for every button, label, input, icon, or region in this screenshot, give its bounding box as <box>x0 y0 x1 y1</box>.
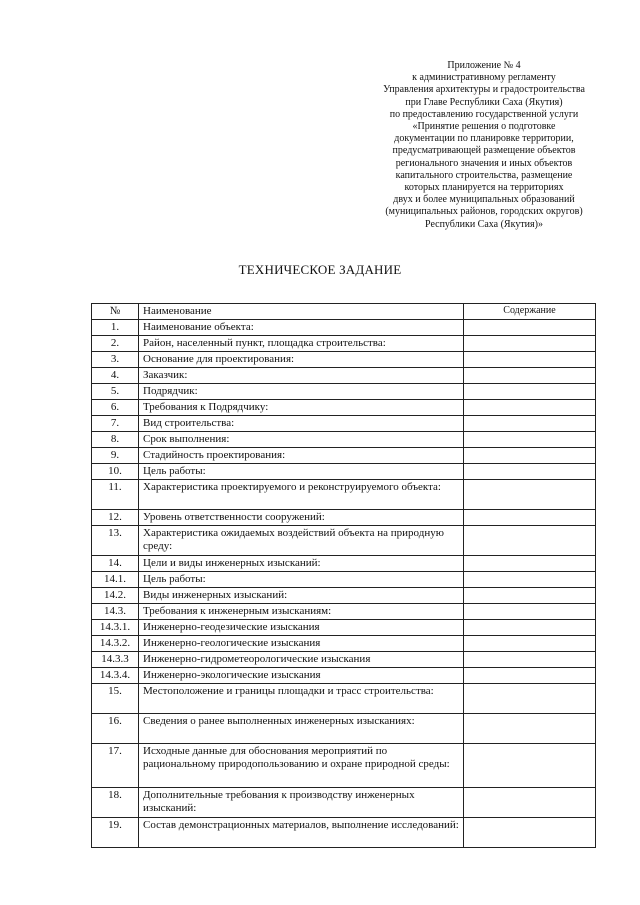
table-row <box>92 448 596 464</box>
row-number: 1. <box>92 320 139 336</box>
row-name: Виды инженерных изысканий: <box>139 588 464 604</box>
row-name: Основание для проектирования: <box>139 352 464 368</box>
table-row <box>92 684 596 714</box>
row-name: Инженерно-экологические изыскания <box>139 668 464 684</box>
table-row <box>92 556 596 572</box>
row-number: 12. <box>92 510 139 526</box>
table-row <box>92 604 596 620</box>
row-number: 2. <box>92 336 139 352</box>
row-name: Исходные данные для обоснования мероприятий по рациональному природопользованию и охране природной среды: <box>139 744 464 788</box>
row-name: Дополнительные требования к производству инженерных изысканий: <box>139 788 464 818</box>
appendix-line: капитального строительства, размещение <box>395 169 573 181</box>
row-content[interactable] <box>464 384 596 400</box>
row-number: 9. <box>92 448 139 464</box>
table-row <box>92 636 596 652</box>
table-row <box>92 788 596 818</box>
table-row <box>92 432 596 448</box>
row-name: Инженерно-геологические изыскания <box>139 636 464 652</box>
row-content[interactable] <box>464 788 596 818</box>
row-number: 14.3.1. <box>92 620 139 636</box>
table-row <box>92 588 596 604</box>
row-name: Характеристика ожидаемых воздействий объекта на природную среду: <box>139 526 464 556</box>
row-number: 17. <box>92 744 139 788</box>
row-content[interactable] <box>464 480 596 510</box>
table-header-row <box>92 304 596 320</box>
row-name: Срок выполнения: <box>139 432 464 448</box>
row-number: 11. <box>92 480 139 510</box>
table-row <box>92 818 596 848</box>
table-row <box>92 320 596 336</box>
row-number: 10. <box>92 464 139 480</box>
table-row <box>92 400 596 416</box>
row-content[interactable] <box>464 352 596 368</box>
row-name: Уровень ответственности сооружений: <box>139 510 464 526</box>
row-name: Инженерно-геодезические изыскания <box>139 620 464 636</box>
row-number: 6. <box>92 400 139 416</box>
appendix-line: при Главе Республики Саха (Якутия) <box>405 96 563 108</box>
row-content[interactable] <box>464 684 596 714</box>
row-number: 16. <box>92 714 139 744</box>
row-name: Район, населенный пункт, площадка строительства: <box>139 336 464 352</box>
row-name: Требования к инженерным изысканиям: <box>139 604 464 620</box>
row-content[interactable] <box>464 464 596 480</box>
appendix-line: Республики Саха (Якутия)» <box>425 218 543 230</box>
row-name: Наименование объекта: <box>139 320 464 336</box>
header-number: № <box>92 304 139 320</box>
row-content[interactable] <box>464 588 596 604</box>
row-number: 5. <box>92 384 139 400</box>
row-number: 14.3. <box>92 604 139 620</box>
table-row <box>92 352 596 368</box>
row-number: 14.3.2. <box>92 636 139 652</box>
table-row <box>92 652 596 668</box>
row-name: Характеристика проектируемого и реконструируемого объекта: <box>139 480 464 510</box>
appendix-line: «Принятие решения о подготовке <box>412 121 556 133</box>
table-row <box>92 464 596 480</box>
document-title: ТЕХНИЧЕСКОЕ ЗАДАНИЕ <box>238 262 402 277</box>
table-row <box>92 480 596 510</box>
appendix-line: документации по планировке территории, <box>394 133 574 145</box>
row-content[interactable] <box>464 368 596 384</box>
table-row <box>92 416 596 432</box>
row-number: 7. <box>92 416 139 432</box>
row-content[interactable] <box>464 320 596 336</box>
row-name: Подрядчик: <box>139 384 464 400</box>
row-number: 14.3.3 <box>92 652 139 668</box>
row-name: Цели и виды инженерных изысканий: <box>139 556 464 572</box>
table-row <box>92 714 596 744</box>
appendix-line: (муниципальных районов, городских округов) <box>385 206 583 218</box>
row-content[interactable] <box>464 668 596 684</box>
table-row <box>92 510 596 526</box>
row-content[interactable] <box>464 714 596 744</box>
row-content[interactable] <box>464 400 596 416</box>
row-content[interactable] <box>464 744 596 788</box>
row-content[interactable] <box>464 652 596 668</box>
row-name: Стадийность проектирования: <box>139 448 464 464</box>
header-name: Наименование <box>139 304 464 320</box>
row-number: 18. <box>92 788 139 818</box>
row-name: Цель работы: <box>139 572 464 588</box>
row-content[interactable] <box>464 818 596 848</box>
row-name: Состав демонстрационных материалов, выполнение исследований: <box>139 818 464 848</box>
appendix-line: к административному регламенту <box>412 72 556 84</box>
row-number: 4. <box>92 368 139 384</box>
row-content[interactable] <box>464 432 596 448</box>
row-content[interactable] <box>464 572 596 588</box>
row-name: Заказчик: <box>139 368 464 384</box>
table-row <box>92 526 596 556</box>
row-number: 19. <box>92 818 139 848</box>
table-row <box>92 368 596 384</box>
row-content[interactable] <box>464 526 596 556</box>
row-content[interactable] <box>464 448 596 464</box>
row-number: 14.3.4. <box>92 668 139 684</box>
appendix-line: предусматривающей размещение объектов <box>392 145 576 157</box>
row-name: Вид строительства: <box>139 416 464 432</box>
row-number: 14.1. <box>92 572 139 588</box>
table-row <box>92 572 596 588</box>
appendix-header <box>368 60 600 231</box>
table-row <box>92 384 596 400</box>
appendix-line: двух и более муниципальных образований <box>393 194 575 206</box>
row-content[interactable] <box>464 620 596 636</box>
appendix-line: Управления архитектуры и градостроительства <box>383 84 585 96</box>
row-name: Цель работы: <box>139 464 464 480</box>
row-number: 8. <box>92 432 139 448</box>
row-content[interactable] <box>464 556 596 572</box>
row-number: 15. <box>92 684 139 714</box>
table-row <box>92 336 596 352</box>
table-row <box>92 744 596 788</box>
row-name: Сведения о ранее выполненных инженерных изысканиях: <box>139 714 464 744</box>
row-number: 3. <box>92 352 139 368</box>
table-row <box>92 668 596 684</box>
table-row <box>92 620 596 636</box>
appendix-line: по предоставлению государственной услуги <box>389 108 579 120</box>
appendix-line: Приложение № 4 <box>447 60 521 71</box>
row-content[interactable] <box>464 336 596 352</box>
row-number: 13. <box>92 526 139 556</box>
appendix-line: регионального значения и иных объектов <box>395 157 573 169</box>
row-content[interactable] <box>464 636 596 652</box>
row-name: Требования к Подрядчику: <box>139 400 464 416</box>
row-number: 14.2. <box>92 588 139 604</box>
row-content[interactable] <box>464 510 596 526</box>
row-name: Инженерно-гидрометеорологические изыскания <box>139 652 464 668</box>
row-number: 14. <box>92 556 139 572</box>
row-name: Местоположение и границы площадки и трасс строительства: <box>139 684 464 714</box>
appendix-line: которых планируется на территориях <box>404 182 564 194</box>
row-content[interactable] <box>464 604 596 620</box>
row-content[interactable] <box>464 416 596 432</box>
technical-spec-table <box>91 303 596 848</box>
header-content: Содержание <box>464 304 596 320</box>
